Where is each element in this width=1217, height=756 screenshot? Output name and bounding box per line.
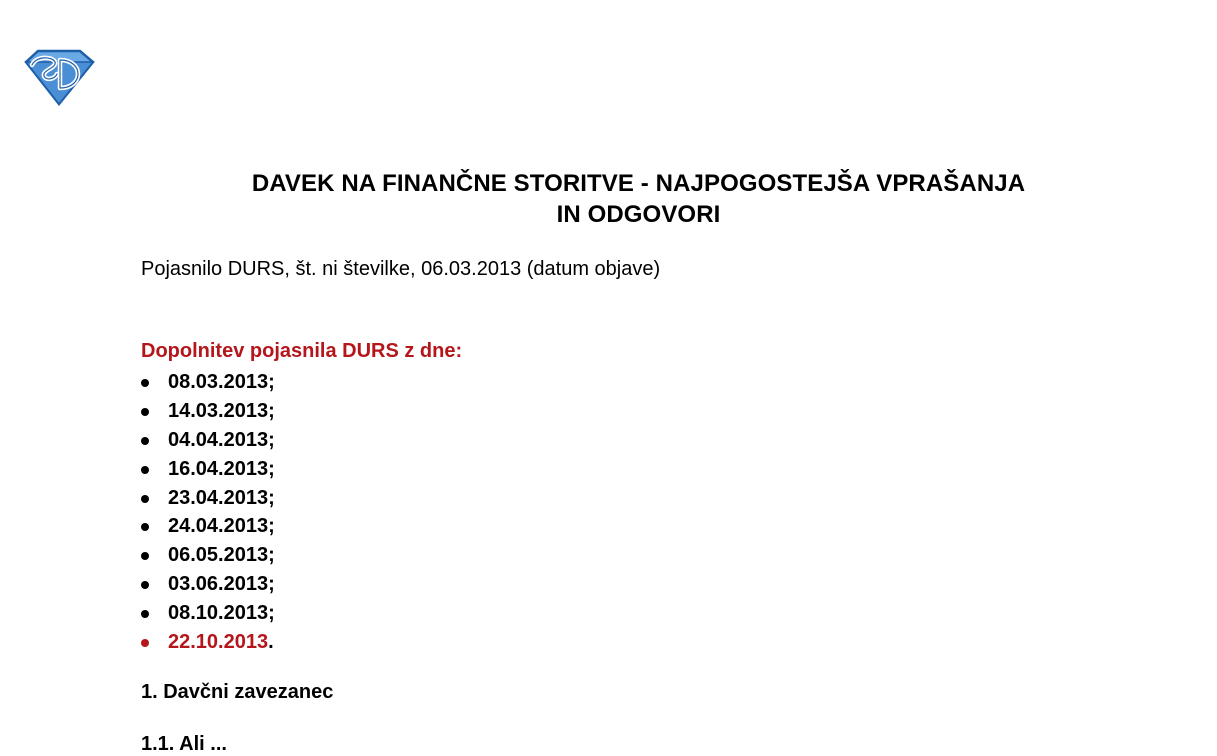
- list-item-latest: [141, 628, 275, 657]
- list-item: [141, 599, 275, 628]
- supplement-date: 23.04.2013: [168, 486, 269, 509]
- list-separator: ;: [268, 515, 275, 538]
- list-separator: ;: [268, 457, 275, 480]
- sd-diamond-logo-icon: [22, 48, 96, 106]
- title-line-1: DAVEK NA FINANČNE STORITVE - NAJPOGOSTEJŠA VPRAŠANJA: [251, 170, 1026, 197]
- list-separator: ;: [268, 371, 275, 393]
- list-separator: ;: [268, 486, 275, 509]
- list-separator: ;: [268, 428, 275, 451]
- supplement-date: 03.06.2013: [168, 573, 269, 596]
- supplement-date-list: [141, 368, 275, 657]
- bullet-icon: [141, 437, 149, 445]
- sd-logo: [22, 48, 96, 106]
- supplement-date: 04.04.2013: [168, 428, 269, 451]
- list-separator: .: [268, 631, 274, 654]
- list-separator: ;: [268, 544, 275, 567]
- list-item: [141, 397, 275, 426]
- bullet-icon: [141, 466, 149, 474]
- bullet-icon: [141, 552, 149, 560]
- list-separator: ;: [268, 602, 275, 625]
- supplement-date: 14.03.2013: [168, 399, 269, 422]
- title-line-2: IN ODGOVORI: [556, 201, 721, 228]
- bullet-icon: [141, 379, 149, 387]
- supplement-date: 08.03.2013: [168, 371, 269, 393]
- bullet-icon: [141, 523, 149, 531]
- supplement-date: 24.04.2013: [168, 515, 269, 538]
- supplement-date: 06.05.2013: [168, 544, 269, 567]
- bullet-icon: [141, 610, 149, 618]
- bullet-icon: [141, 581, 149, 589]
- list-item: [141, 570, 275, 599]
- supplement-date: 22.10.2013: [168, 631, 269, 654]
- list-item: [141, 512, 275, 541]
- list-item: [141, 541, 275, 570]
- list-separator: ;: [268, 399, 275, 422]
- bullet-icon: [141, 408, 149, 416]
- bullet-icon: [141, 639, 149, 647]
- bullet-icon: [141, 495, 149, 503]
- document-title: [60, 168, 1217, 230]
- list-separator: ;: [268, 573, 275, 596]
- document-subtitle: Pojasnilo DURS, št. ni številke, 06.03.2013 (datum objave): [141, 258, 661, 280]
- supplement-date: 16.04.2013: [168, 457, 269, 480]
- list-item: [141, 368, 275, 397]
- list-item: [141, 484, 275, 513]
- supplement-date: 08.10.2013: [168, 602, 269, 625]
- next-line-fragment: 1.1. Ali ...: [141, 733, 227, 755]
- section-heading: 1. Davčni zavezanec: [141, 681, 334, 703]
- list-item: [141, 426, 275, 455]
- supplement-heading: Dopolnitev pojasnila DURS z dne:: [141, 340, 463, 362]
- list-item: [141, 455, 275, 484]
